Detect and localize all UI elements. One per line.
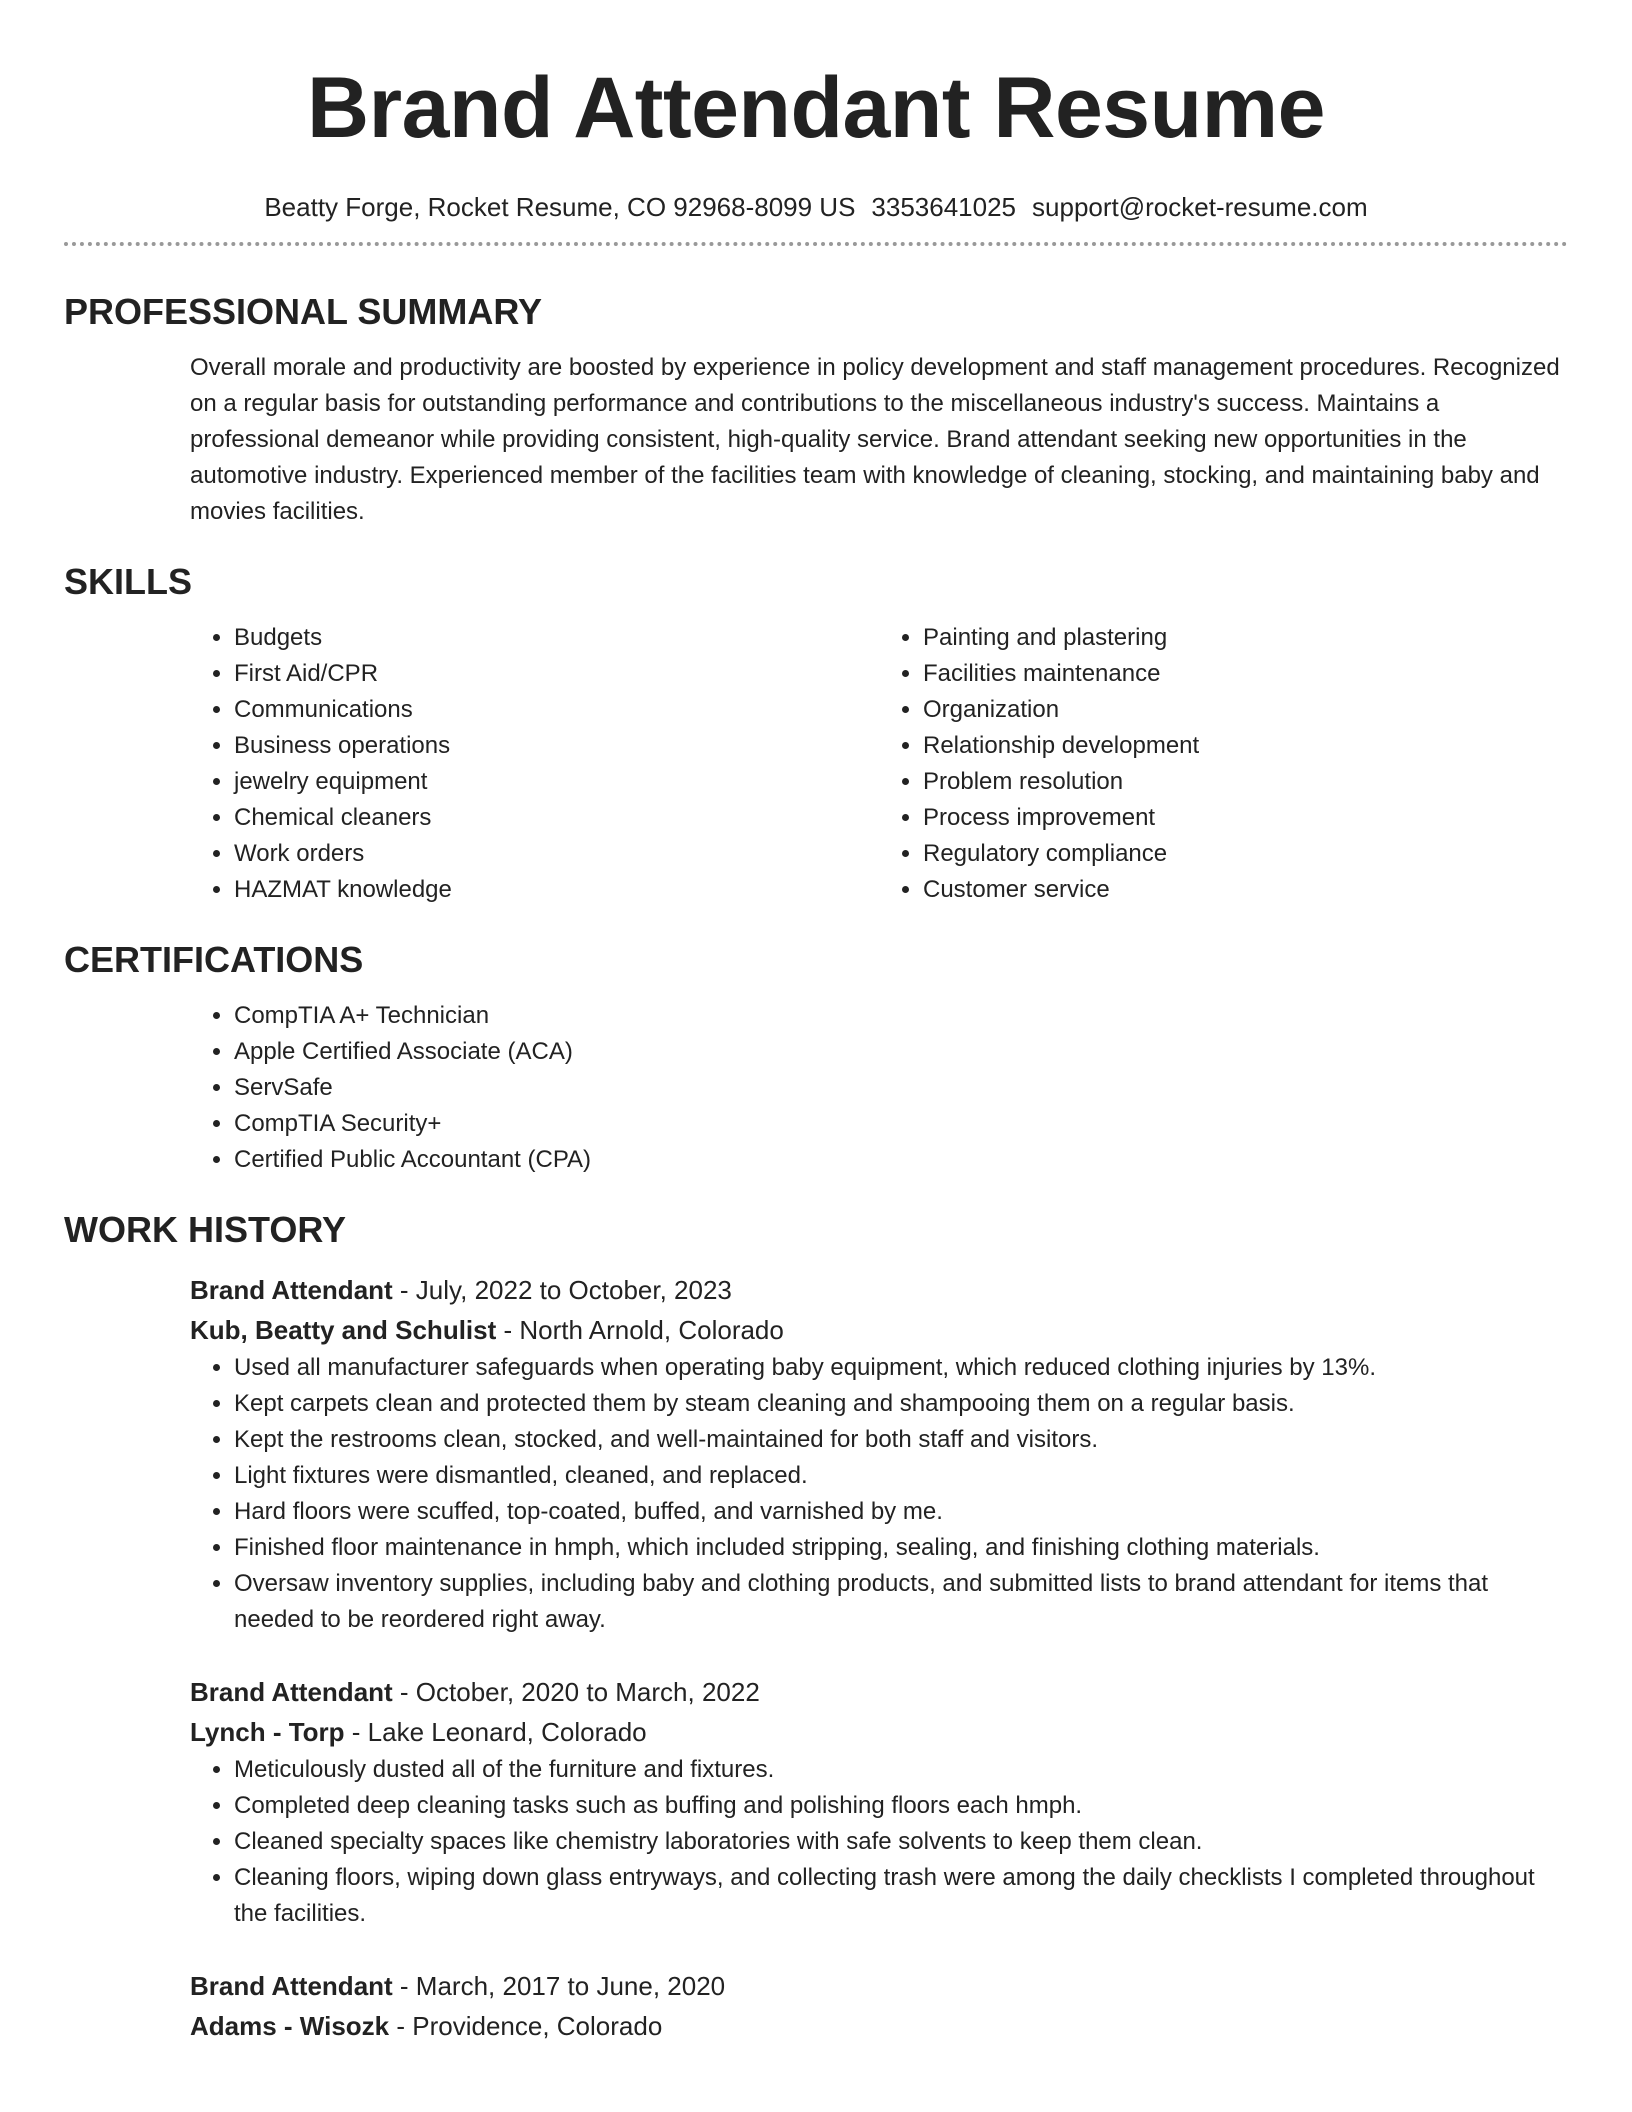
skill-item: • Budgets <box>234 620 879 656</box>
job-bullet: • Completed deep cleaning tasks such as buffing and polishing floors each hmph. <box>234 1788 1568 1824</box>
job-bullet: • Meticulously dusted all of the furniture and fixtures. <box>234 1752 1568 1788</box>
skill-item: • Organization <box>923 692 1568 728</box>
job-title-line <box>190 1270 1568 1310</box>
skill-item: • Regulatory compliance <box>923 836 1568 872</box>
certification-item: • Apple Certified Associate (ACA) <box>234 1034 1568 1070</box>
job-title: Brand Attendant <box>190 1677 393 1707</box>
contact-line <box>64 190 1568 224</box>
certification-item: • Certified Public Accountant (CPA) <box>234 1142 1568 1178</box>
contact-address: Beatty Forge, Rocket Resume, CO 92968-8099 US <box>264 192 856 222</box>
skill-item: • Relationship development <box>923 728 1568 764</box>
certification-item: • CompTIA Security+ <box>234 1106 1568 1142</box>
skills-right-list <box>879 620 1568 908</box>
job-company: Adams - Wisozk <box>190 2011 390 2041</box>
certification-item: • CompTIA A+ Technician <box>234 998 1568 1034</box>
job-dates: - October, 2020 to March, 2022 <box>392 1677 760 1707</box>
job-location: - Lake Leonard, Colorado <box>344 1717 647 1747</box>
job-dates: - July, 2022 to October, 2023 <box>392 1275 732 1305</box>
header-divider <box>64 242 1568 246</box>
job-company-line <box>190 1310 1568 1350</box>
job-bullet: • Cleaned specialty spaces like chemistry laboratories with safe solvents to keep them clean. <box>234 1824 1568 1860</box>
job-company-line <box>190 1712 1568 1752</box>
job-entry <box>190 1672 1568 1932</box>
job-location: - Providence, Colorado <box>389 2011 663 2041</box>
job-entry <box>190 1966 1568 2046</box>
skill-item: • Facilities maintenance <box>923 656 1568 692</box>
skills-left-list <box>190 620 879 908</box>
certifications-heading: CERTIFICATIONS <box>64 939 364 980</box>
job-title-line <box>190 1672 1568 1712</box>
job-bullet: • Light fixtures were dismantled, cleaned, and replaced. <box>234 1458 1568 1494</box>
skill-item: • Chemical cleaners <box>234 800 879 836</box>
job-bullet: • Kept carpets clean and protected them by steam cleaning and shampooing them on a regular basis. <box>234 1386 1568 1422</box>
work-history-heading: WORK HISTORY <box>64 1209 347 1250</box>
job-company: Kub, Beatty and Schulist <box>190 1315 497 1345</box>
job-company: Lynch - Torp <box>190 1717 345 1747</box>
resume-title: Brand Attendant Resume <box>307 60 1325 156</box>
skill-item: • Customer service <box>923 872 1568 908</box>
skill-item: • Painting and plastering <box>923 620 1568 656</box>
summary-heading: PROFESSIONAL SUMMARY <box>64 291 543 332</box>
skill-item: • HAZMAT knowledge <box>234 872 879 908</box>
contact-phone: 3353641025 <box>871 192 1017 222</box>
job-title: Brand Attendant <box>190 1971 393 2001</box>
skill-item: • Work orders <box>234 836 879 872</box>
job-bullet: • Hard floors were scuffed, top-coated, buffed, and varnished by me. <box>234 1494 1568 1530</box>
skills-heading: SKILLS <box>64 561 193 602</box>
job-dates: - March, 2017 to June, 2020 <box>392 1971 726 2001</box>
skill-item: • First Aid/CPR <box>234 656 879 692</box>
job-entry <box>190 1270 1568 1638</box>
summary-text: Overall morale and productivity are boosted by experience in policy development and staff management procedures. Recognized on a regular basis for outstanding performance and contributions to the miscellaneous industry's success. Maintains a professional demeanor while providing consistent, high-quality service. Brand attendant seeking new opportunities in the automotive industry. Experienced member of the facilities team with knowledge of cleaning, stocking, and maintaining baby and movies facilities. <box>190 354 1560 525</box>
skills-columns <box>190 620 1568 908</box>
certifications-list <box>190 998 1568 1178</box>
skill-item: • Communications <box>234 692 879 728</box>
job-bullets <box>190 1752 1568 1932</box>
contact-email: support@rocket-resume.com <box>1032 192 1368 222</box>
job-bullet: • Kept the restrooms clean, stocked, and well-maintained for both staff and visitors. <box>234 1422 1568 1458</box>
job-title-line <box>190 1966 1568 2006</box>
skill-item: • Process improvement <box>923 800 1568 836</box>
job-bullet: • Cleaning floors, wiping down glass entryways, and collecting trash were among the daily checklists I completed throughout the facilities. <box>234 1860 1568 1932</box>
skill-item: • Business operations <box>234 728 879 764</box>
skill-item: • Problem resolution <box>923 764 1568 800</box>
certification-item: • ServSafe <box>234 1070 1568 1106</box>
job-bullet: • Used all manufacturer safeguards when operating baby equipment, which reduced clothing injuries by 13%. <box>234 1350 1568 1386</box>
job-title: Brand Attendant <box>190 1275 393 1305</box>
job-bullet: • Oversaw inventory supplies, including baby and clothing products, and submitted lists to brand attendant for items that needed to be reordered right away. <box>234 1566 1568 1638</box>
skill-item: • jewelry equipment <box>234 764 879 800</box>
job-company-line <box>190 2006 1568 2046</box>
certifications-block <box>190 998 1568 1178</box>
job-location: - North Arnold, Colorado <box>496 1315 784 1345</box>
job-bullet: • Finished floor maintenance in hmph, which included stripping, sealing, and finishing clothing materials. <box>234 1530 1568 1566</box>
job-bullets <box>190 1350 1568 1638</box>
